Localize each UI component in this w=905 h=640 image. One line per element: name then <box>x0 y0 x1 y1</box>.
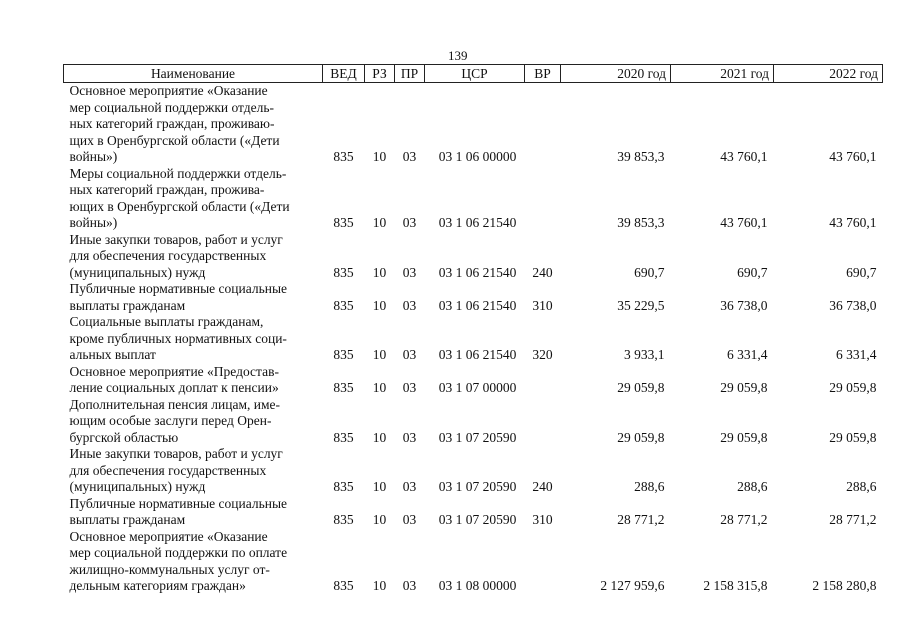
cell-rz: 10 <box>372 297 387 313</box>
cell-vr: 310 <box>532 297 553 313</box>
cell-2021: 6 331,4 <box>727 347 768 362</box>
header-row <box>64 65 883 83</box>
cell-ved: 835 <box>333 264 354 280</box>
cell-2021: 29 059,8 <box>720 429 768 445</box>
cell-2022: 29 059,8 <box>829 380 877 395</box>
row-name-line: ющих в Оренбургской области («Дети <box>69 198 290 214</box>
table-body <box>64 83 883 595</box>
cell-ved: 835 <box>333 380 354 395</box>
row-name-line: выплаты гражданам <box>69 297 186 313</box>
cell-csr: 03 1 07 00000 <box>438 380 517 395</box>
row-name <box>64 314 323 364</box>
cell-2020: 3 933,1 <box>624 347 665 362</box>
cell-csr: 03 1 06 21540 <box>438 297 517 313</box>
cell-2022: 2 158 280,8 <box>812 578 877 593</box>
cell-2020: 39 853,3 <box>617 149 665 164</box>
page-number: 139 <box>448 48 468 63</box>
cell-rz: 10 <box>372 264 387 280</box>
cell-vr <box>525 364 561 397</box>
cell-rz: 10 <box>372 380 387 395</box>
header-vr: ВР <box>525 65 561 83</box>
cell-rz: 10 <box>372 512 387 527</box>
row-name-line: выплаты гражданам <box>69 512 186 527</box>
header-2020: 2020 год <box>561 65 671 83</box>
cell-ved: 835 <box>333 429 354 445</box>
row-name-line: мер социальной поддержки по оплате <box>69 545 288 560</box>
cell-ved: 835 <box>333 215 354 230</box>
table-row <box>64 397 883 447</box>
cell-ved: 835 <box>333 512 354 527</box>
row-name-line: войны») <box>69 215 118 230</box>
cell-rz: 10 <box>372 578 387 593</box>
table-row <box>64 232 883 282</box>
row-name-line: ление социальных доплат к пенсии» <box>69 380 279 395</box>
cell-rz: 10 <box>372 479 387 494</box>
cell-ved: 835 <box>333 149 354 164</box>
cell-rz: 10 <box>372 215 387 230</box>
table-row <box>64 83 883 166</box>
cell-2021: 43 760,1 <box>720 149 768 164</box>
header-rz: РЗ <box>365 65 395 83</box>
row-name <box>64 166 323 232</box>
row-name-line: щих в Оренбургской области («Дети <box>69 132 280 148</box>
cell-pr: 03 <box>402 297 417 313</box>
cell-rz: 10 <box>372 347 387 362</box>
row-name-line: Социальные выплаты гражданам, <box>69 314 264 329</box>
cell-2021: 288,6 <box>737 479 768 494</box>
cell-2021: 43 760,1 <box>720 215 768 230</box>
cell-2022: 288,6 <box>846 479 877 494</box>
cell-2022: 28 771,2 <box>829 512 877 527</box>
header-ved: ВЕД <box>323 65 365 83</box>
row-name <box>64 83 323 166</box>
cell-vr: 320 <box>532 347 553 362</box>
row-name-line: Иные закупки товаров, работ и услуг <box>69 446 283 461</box>
row-name-line: для обеспечения государственных <box>69 248 267 263</box>
table-row <box>64 496 883 529</box>
cell-pr: 03 <box>402 380 417 395</box>
cell-pr: 03 <box>402 149 417 164</box>
cell-2021: 36 738,0 <box>720 297 768 313</box>
cell-pr: 03 <box>402 347 417 362</box>
row-name-line: Публичные нормативные социальные <box>69 495 288 511</box>
row-name-line: Дополнительная пенсия лицам, име- <box>69 396 280 412</box>
cell-2020: 29 059,8 <box>617 380 665 395</box>
row-name-line: (муниципальных) нужд <box>69 264 206 280</box>
cell-vr: 310 <box>532 512 553 527</box>
row-name-line: Иные закупки товаров, работ и услуг <box>69 231 283 247</box>
cell-csr: 03 1 07 20590 <box>438 479 517 494</box>
row-name <box>64 397 323 447</box>
table-row <box>64 446 883 496</box>
row-name-line: бургской областью <box>69 429 179 445</box>
row-name <box>64 529 323 595</box>
row-name-line: Основное мероприятие «Оказание <box>69 528 268 544</box>
row-name-line: Основное мероприятие «Оказание <box>69 83 268 98</box>
header-name: Наименование <box>64 65 323 83</box>
cell-2020: 28 771,2 <box>617 512 665 527</box>
table-row <box>64 166 883 232</box>
row-name-line: войны») <box>69 149 118 164</box>
cell-2020: 288,6 <box>634 479 665 494</box>
cell-ved: 835 <box>333 347 354 362</box>
table-row <box>64 364 883 397</box>
cell-2020: 29 059,8 <box>617 429 665 445</box>
cell-vr <box>525 529 561 595</box>
cell-ved: 835 <box>333 479 354 494</box>
cell-pr: 03 <box>402 578 417 593</box>
cell-ved: 835 <box>333 578 354 593</box>
row-name-line: мер социальной поддержки отдель- <box>69 99 275 115</box>
header-csr: ЦСР <box>425 65 525 83</box>
row-name-line: Основное мероприятие «Предостав- <box>69 363 279 379</box>
cell-2022: 6 331,4 <box>836 347 877 362</box>
cell-2022: 43 760,1 <box>829 215 877 230</box>
cell-csr: 03 1 06 00000 <box>438 149 517 164</box>
cell-csr: 03 1 07 20590 <box>438 512 517 527</box>
row-name-line: ных категорий граждан, проживаю- <box>69 116 275 131</box>
cell-2020: 39 853,3 <box>617 215 665 230</box>
table-row <box>64 314 883 364</box>
cell-csr: 03 1 06 21540 <box>438 264 517 280</box>
cell-2022: 29 059,8 <box>829 429 877 445</box>
row-name-line: ющим особые заслуги перед Орен- <box>69 413 272 428</box>
cell-vr <box>525 83 561 166</box>
header-2022: 2022 год <box>774 65 883 83</box>
row-name-line: дельным категориям граждан» <box>69 578 246 593</box>
cell-vr: 240 <box>532 264 553 280</box>
cell-vr: 240 <box>532 479 553 494</box>
row-name <box>64 232 323 282</box>
row-name-line: кроме публичных нормативных соци- <box>69 330 287 346</box>
cell-2021: 2 158 315,8 <box>703 578 768 593</box>
row-name-line: Публичные нормативные социальные <box>69 281 288 296</box>
cell-2020: 2 127 959,6 <box>600 578 665 593</box>
cell-rz: 10 <box>372 429 387 445</box>
row-name-line: для обеспечения государственных <box>69 462 267 478</box>
cell-csr: 03 1 08 00000 <box>438 578 517 593</box>
cell-2020: 35 229,5 <box>617 297 665 313</box>
cell-vr <box>525 166 561 232</box>
cell-2020: 690,7 <box>634 264 665 280</box>
header-pr: ПР <box>395 65 425 83</box>
cell-pr: 03 <box>402 479 417 494</box>
cell-csr: 03 1 06 21540 <box>438 347 517 362</box>
row-name-line: жилищно-коммунальных услуг от- <box>69 561 270 577</box>
cell-rz: 10 <box>372 149 387 164</box>
cell-2021: 690,7 <box>737 264 768 280</box>
table-row <box>64 281 883 314</box>
cell-vr <box>525 397 561 447</box>
row-name <box>64 281 323 314</box>
cell-2021: 28 771,2 <box>720 512 768 527</box>
cell-2022: 690,7 <box>846 264 877 280</box>
cell-2021: 29 059,8 <box>720 380 768 395</box>
cell-csr: 03 1 06 21540 <box>438 215 517 230</box>
row-name <box>64 364 323 397</box>
table-row <box>64 529 883 595</box>
cell-pr: 03 <box>402 215 417 230</box>
row-name-line: (муниципальных) нужд <box>69 479 206 494</box>
row-name-line: Меры социальной поддержки отдель- <box>69 165 287 181</box>
row-name-line: ных категорий граждан, прожива- <box>69 182 265 197</box>
row-name-line: альных выплат <box>69 347 156 362</box>
cell-pr: 03 <box>402 429 417 445</box>
header-2021: 2021 год <box>671 65 774 83</box>
row-name <box>64 446 323 496</box>
cell-pr: 03 <box>402 512 417 527</box>
cell-2022: 36 738,0 <box>829 297 877 313</box>
budget-table <box>63 64 883 595</box>
cell-ved: 835 <box>333 297 354 313</box>
row-name <box>64 496 323 529</box>
cell-2022: 43 760,1 <box>829 149 877 164</box>
cell-csr: 03 1 07 20590 <box>438 429 517 445</box>
cell-pr: 03 <box>402 264 417 280</box>
